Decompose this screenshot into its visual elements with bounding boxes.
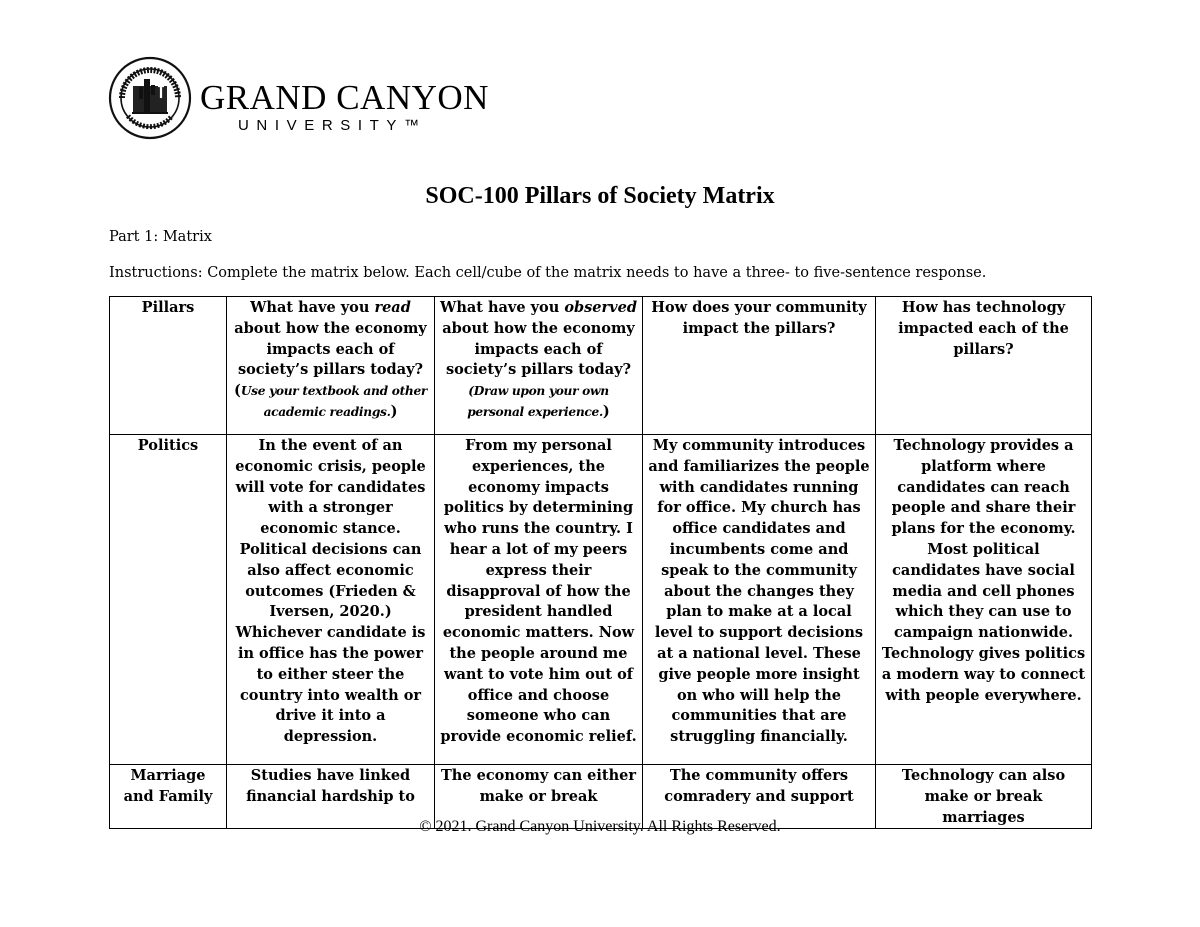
- header-technology: How has technology impacted each of the pillars?: [876, 297, 1092, 435]
- header-pillars: Pillars: [110, 297, 227, 435]
- university-seal-icon: [108, 56, 192, 140]
- header-read-close: ): [390, 402, 398, 420]
- header-observed-emphasis: observed: [564, 299, 637, 316]
- table-header-row: [110, 297, 1092, 435]
- header-read: [227, 297, 435, 435]
- document-title: SOC-100 Pillars of Society Matrix: [425, 183, 775, 209]
- cell-community: My community introduces and familiarizes the people with candidates running for office. My church has office candidates and incumbents come and speak to the community about the changes they plan to make at a local level to support decisions at a national level. These give people more insight on who will help the communities that are struggling financially.: [643, 435, 876, 765]
- header-read-text: What have you: [250, 299, 375, 316]
- cell-technology: Technology can also make or break marriages: [876, 765, 1092, 829]
- header-community: How does your community impact the pillars?: [643, 297, 876, 435]
- gcu-logo: [108, 56, 488, 142]
- header-observed: [435, 297, 643, 435]
- wordmark: [200, 80, 490, 140]
- matrix-table-wrapper: [109, 296, 1091, 826]
- header-observed-text: What have you: [440, 299, 565, 316]
- cell-technology: Technology provides a platform where candidates can reach people and share their plans for the economy. Most political candidates have social media and cell phones which they can use to campaign nationwide. Technology gives politics a modern way to connect with people everywhere.: [876, 435, 1092, 765]
- copyright-footer: © 2021. Grand Canyon University. All Rights Reserved.: [419, 818, 781, 835]
- pillar-name: Politics: [110, 435, 227, 765]
- header-observed-close: ): [602, 402, 610, 420]
- pillar-name: Marriage and Family: [110, 765, 227, 829]
- header-read-note: Use your textbook and other academic readings.: [240, 384, 428, 419]
- university-name: GRAND CANYON: [200, 78, 489, 117]
- university-subtitle: UNIVERSITY™: [238, 117, 427, 134]
- header-read-emphasis: read: [374, 299, 411, 316]
- header-observed-note: (Draw upon your own personal experience.: [467, 384, 609, 419]
- header-read-question: about how the economy impacts each of society’s pillars today? (: [233, 319, 427, 400]
- instructions-text: Instructions: Complete the matrix below. Each cell/cube of the matrix needs to have a three- to five-sentence response.: [109, 265, 987, 281]
- cell-read: In the event of an economic crisis, people will vote for candidates with a stronger economic stance. Political decisions can also affect economic outcomes (Frieden & Iversen, 2020.) Whichever candidate is in office has the power to either steer the country into wealth or drive it into a depression.: [227, 435, 435, 765]
- cell-read: Studies have linked financial hardship to: [227, 765, 435, 829]
- cell-observed: From my personal experiences, the economy impacts politics by determining who runs the country. I hear a lot of my peers express their disapproval of how the president handled economic matters. Now the people around me want to vote him out of office and choose someone who can provide economic relief.: [435, 435, 643, 765]
- table-row: [110, 435, 1092, 765]
- cell-community: The community offers comradery and support: [643, 765, 876, 829]
- pillars-matrix-table: [109, 296, 1092, 829]
- part-heading: Part 1: Matrix: [109, 229, 212, 245]
- header-observed-question: about how the economy impacts each of society’s pillars today?: [442, 319, 635, 379]
- cell-observed: The economy can either make or break: [435, 765, 643, 829]
